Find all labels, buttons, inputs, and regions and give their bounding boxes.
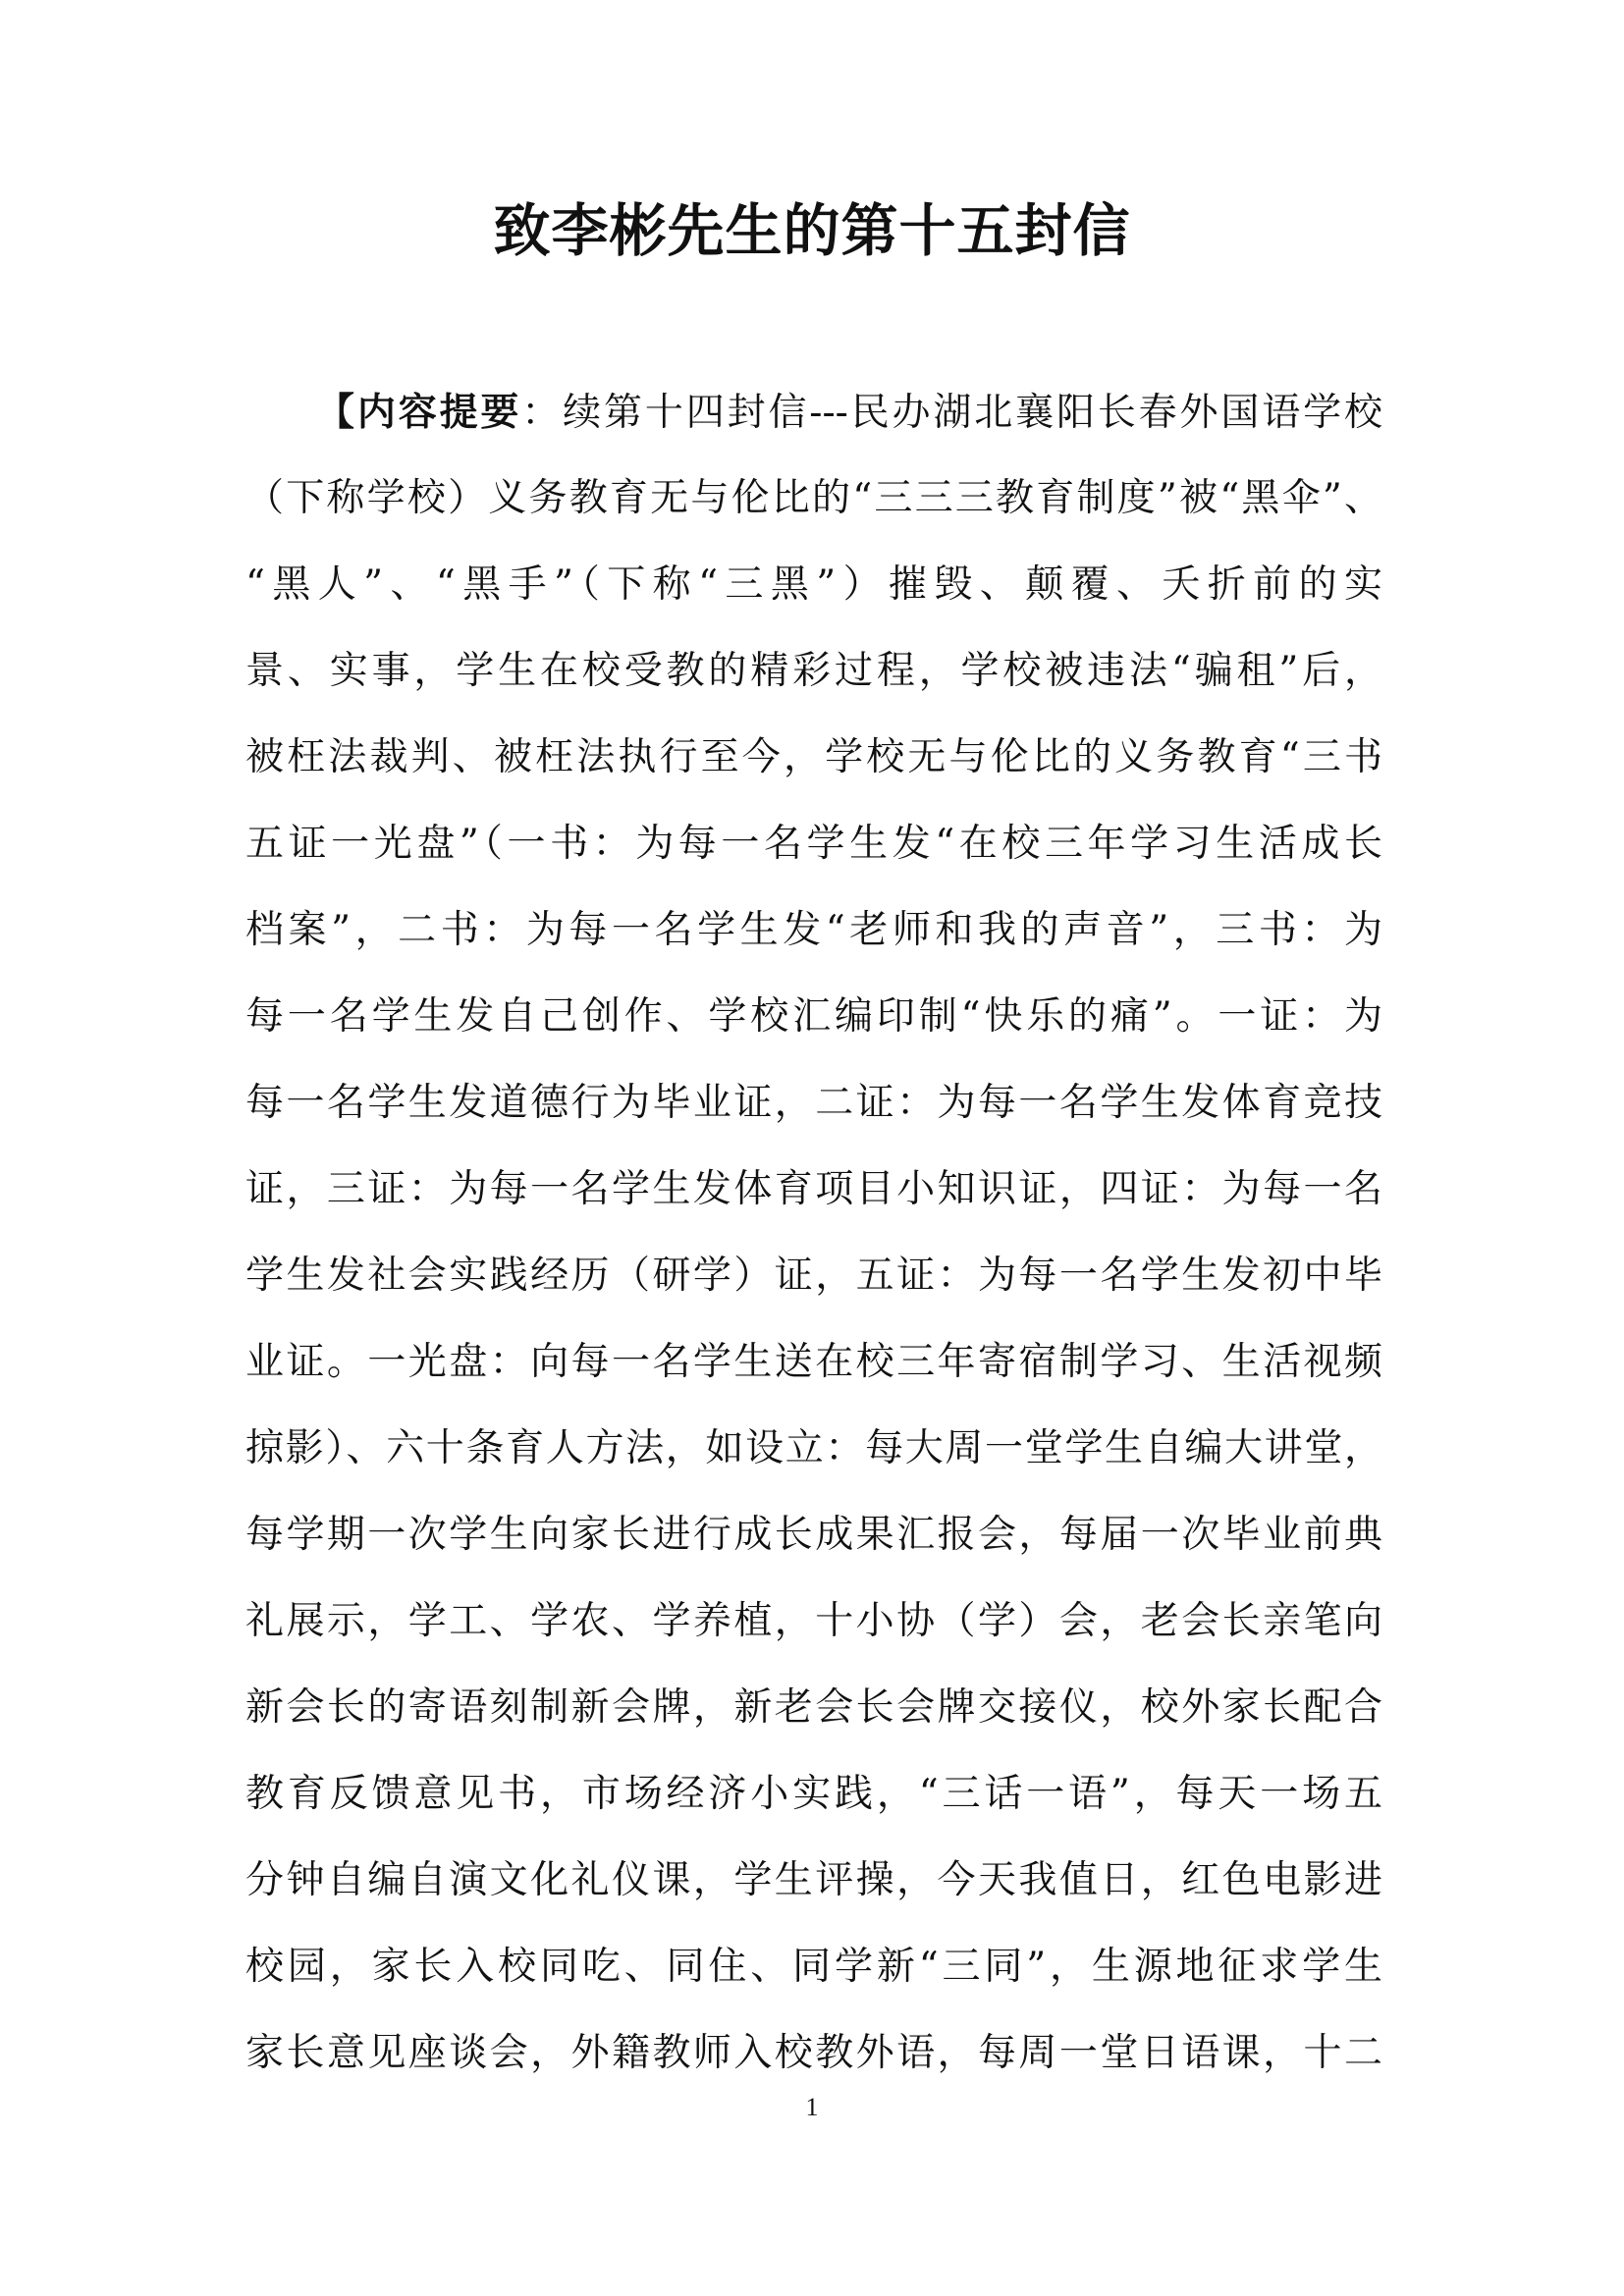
paragraph-line-13: 掠影）、六十条育人方法，如设立：每大周一堂学生自编大讲堂，	[245, 1426, 1382, 1470]
summary-label: 【内容提要	[316, 390, 522, 435]
paragraph-line-10: 证，三证：为每一名学生发体育项目小知识证，四证：为每一名	[245, 1167, 1382, 1211]
summary-paragraph	[245, 369, 1382, 2097]
paragraph-line-16: 新会长的寄语刻制新会牌，新老会长会牌交接仪，校外家长配合	[245, 1685, 1382, 1730]
document-title: 致李彬先生的第十五封信	[493, 197, 1131, 264]
paragraph-line-19: 校园，家长入校同吃、同住、同学新“三同”，生源地征求学生	[245, 1945, 1382, 1989]
paragraph-line-11: 学生发社会实践经历（研学）证，五证：为每一名学生发初中毕	[245, 1254, 1382, 1298]
paragraph-line-7: 档案”，二书：为每一名学生发“老师和我的声音”，三书：为	[245, 908, 1382, 952]
paragraph-line-8: 每一名学生发自己创作、学校汇编印制“快乐的痛”。一证：为	[245, 994, 1382, 1039]
line-text: 续第十四封信---民办湖北襄阳长春外国语学校	[563, 391, 1382, 435]
paragraph-line-17: 教育反馈意见书，市场经济小实践，“三话一语”，每天一场五	[245, 1772, 1382, 1816]
paragraph-line-12: 业证。一光盘：向每一名学生送在校三年寄宿制学习、生活视频	[245, 1340, 1382, 1384]
paragraph-line-14: 每学期一次学生向家长进行成长成果汇报会，每届一次毕业前典	[245, 1513, 1382, 1557]
paragraph-line-6: 五证一光盘”（一书：为每一名学生发“在校三年学习生活成长	[245, 822, 1382, 866]
paragraph-line-2: （下称学校）义务教育无与伦比的“三三三教育制度”被“黑伞”、	[245, 476, 1382, 520]
paragraph-line-1	[245, 369, 1382, 455]
paragraph-line-4: 景、实事，学生在校受教的精彩过程，学校被违法“骗租”后，	[245, 649, 1382, 693]
paragraph-line-5: 被枉法裁判、被枉法执行至今，学校无与伦比的义务教育“三书	[245, 735, 1382, 779]
paragraph-line-3: “黑人”、“黑手”（下称“三黑”）摧毁、颠覆、夭折前的实	[245, 562, 1382, 607]
page-number: 1	[805, 2093, 819, 2121]
paragraph-line-20: 家长意见座谈会，外籍教师入校教外语，每周一堂日语课，十二	[245, 2031, 1382, 2075]
paragraph-line-15: 礼展示，学工、学农、学养植，十小协（学）会，老会长亲笔向	[245, 1599, 1382, 1643]
summary-colon: ：	[521, 391, 564, 435]
paragraph-line-9: 每一名学生发道德行为毕业证，二证：为每一名学生发体育竞技	[245, 1081, 1382, 1125]
paragraph-line-18: 分钟自编自演文化礼仪课，学生评操，今天我值日，红色电影进	[245, 1858, 1382, 1902]
